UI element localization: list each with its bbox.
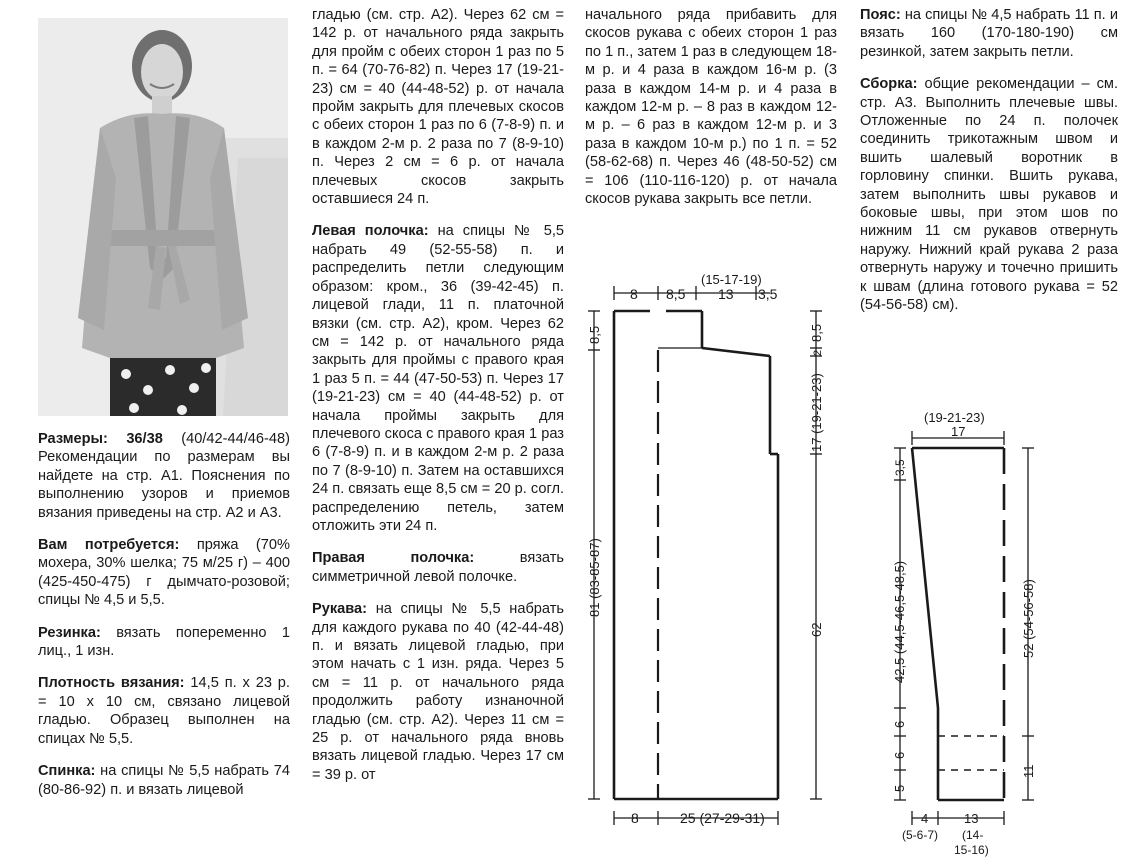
column-3 [585, 6, 837, 208]
back-text: на спицы № 5,5 набрать 74 (80-86-92) п. и вязать лицевой [38, 763, 290, 798]
materials-title: Вам потребуется: [38, 537, 180, 554]
sleeve-bottom-13-sizes-b: 15-16) [954, 843, 989, 857]
right-front-text: вязать симметричной левой полочке. [312, 550, 564, 585]
gauge-title: Плотность вязания: [38, 675, 185, 692]
column-1 [38, 430, 290, 799]
sleeve-left-5: 5 [892, 784, 907, 792]
dim-right-62: 62 [809, 622, 824, 637]
sleeve-right-52: 52 (54-56-58) [1021, 579, 1036, 658]
belt-title: Пояс: [860, 7, 901, 23]
dim-left-8-5: 8,5 [587, 325, 602, 344]
sizes-title: Размеры: [38, 431, 108, 447]
assembly-paragraph [860, 75, 1118, 314]
model-photo [38, 18, 288, 416]
sleeve-top-17: 17 [951, 424, 966, 439]
sleeves-text: на спицы № 5,5 набрать для каждого рукава по 40 (42-44-48) п. и вязать лицевой гладью, при этом начать с 1 изн. ряда. Через 5 см = 11 р. от начального ряда продолжить работу изнаночной гладью (см. стр. А2). Через 11 см = 25 р. от начального ряда вновь вязать лицевой гладью. Через 17 см = 39 р. от [312, 601, 564, 783]
dim-top-8-5: 8,5 [666, 286, 686, 302]
dim-right-2: 2 [812, 349, 824, 356]
sleeves-title: Рукава: [312, 601, 368, 618]
sleeve-left-6: 6 [892, 720, 907, 728]
left-front-text: на спицы № 5,5 набрать 49 (52-55-58) п. и распределить петли следующим образом: кром., 36 (39-42-45) п. лицевой глади, 11 п. платочной вязки (см. стр. А2), кром. Через 62 см = 142 р. от начального ряда закрыть для проймы с правого края 1 раз 5 п. = 44 (47-50-53) п. Через 17 (19-21-23) см = 40 (44-48-52) р. от начала проймы закрыть для плечевого скоса с правого края 1 раз 6 (7-8-9) п. и в каждом 2-м р. 2 раза по 7 (8-9-10) п. Затем на оставшихся 24 п. связать еще 8,5 см = 20 р. согл. распределению петель, затем отложить эти 24 п. [312, 223, 565, 534]
assembly-title: Сборка: [860, 76, 918, 93]
belt-paragraph [860, 6, 1118, 61]
belt-text: на спицы № 4,5 набрать 11 п. и вязать 160 (170-180-190) см резинкой, затем закрыть петли. [860, 7, 1118, 60]
materials-paragraph [38, 536, 290, 610]
back-continued-paragraph: гладью (см. стр. А2). Через 62 см = 142 р. от начального ряда закрыть для пройм с обеих сторон 1 раз по 5 п. = 64 (70-76-82) п. Через 17 (19-21-23) см = 40 (44-48-52) р. от начала пройм закрыть для плечевых скосов с обеих сторон 1 раз по 6 (7-8-9) п. и в каждом 2-м р. 2 раза по 7 (8-9-10) п. Через 2 см = 6 р. от начала плечевых скосов закрыть оставшиеся 24 п. [312, 7, 564, 208]
column-2 [312, 6, 564, 784]
sizes-paragraph [38, 430, 290, 522]
left-front-paragraph [312, 222, 564, 535]
sleeve-pattern-diagram [874, 408, 1054, 864]
sleeve-left-6b: 6 [892, 751, 907, 759]
column-4 [860, 6, 1118, 315]
sleeve-bottom-4: 4 [921, 811, 929, 826]
gauge-text: 14,5 п. х 23 р. = 10 х 10 см, связано лицевой гладью. Образец выполнен на спицах № 5,5. [38, 675, 290, 747]
right-front-title: Правая полочка: [312, 550, 475, 567]
dim-right-8-5: 8,5 [809, 323, 824, 342]
dim-top-3-5: 3,5 [758, 286, 778, 302]
sleeve-bottom-13: 13 [964, 811, 979, 826]
dim-top-13-sizes: (15-17-19) [701, 272, 762, 287]
dim-bottom-25: 25 (27-29-31) [680, 810, 765, 826]
back-paragraph [38, 762, 290, 799]
dim-right-17: 17 (19-21-23) [809, 373, 824, 452]
sleeve-bottom-13-sizes-a: (14- [962, 828, 984, 842]
sleeve-right-11: 11 [1021, 764, 1036, 778]
sizes-main: 36/38 [126, 431, 163, 447]
left-front-title: Левая полочка: [312, 223, 429, 240]
body-pattern-diagram [580, 262, 840, 832]
dim-top-8: 8 [630, 286, 638, 302]
sleeve-left-42-5: 42,5 (44,5-46,5-48,5) [892, 560, 907, 683]
sleeve-bottom-4-sizes: (5-6-7) [902, 828, 939, 842]
rib-title: Резинка: [38, 624, 101, 641]
model-illustration [38, 18, 288, 416]
dim-top-13: 13 [718, 286, 734, 302]
sleeves-continued-paragraph: начального ряда прибавить для скосов рукава с обеих сторон 1 раз по 1 п., затем 1 раз в следующем 18-м р. и 4 раза в каждом 16-м р. (3 раза в каждом 14-м р. и 4 раза в каждом 12-м р. – 8 раз в каждом 12-м р. – 6 раз в каждом 12-м р. и 3 раза в каждом 10-м р.) по 1 п. = 52 (58-62-68) п. Через 46 (48-50-52) см = 106 (110-116-120) р. от начала скосов рукава закрыть все петли. [585, 7, 837, 208]
dim-left-81: 81 (83-85-87) [587, 538, 602, 617]
dim-bottom-8: 8 [631, 810, 639, 826]
sizes-text: (40/42-44/46-48) Рекомендации по размерам вы найдете на стр. А1. Пояснения по выполнению узоров и приемов вязания приведены на стр. А2 и А3. [38, 431, 290, 521]
gauge-paragraph [38, 674, 290, 748]
back-title: Спинка: [38, 763, 96, 780]
sleeve-left-3-5: 3,5 [893, 459, 907, 476]
sleeve-top-sizes: (19-21-23) [924, 410, 985, 425]
right-front-paragraph [312, 549, 564, 586]
materials-text: пряжа (70% мохера, 30% шелка; 75 м/25 г) – 400 (425-450-475) г дымчато-розовой; спицы № 4,5 и 5,5. [38, 537, 290, 609]
rib-text: вязать попеременно 1 лиц., 1 изн. [38, 624, 290, 660]
sleeves-paragraph [312, 600, 564, 784]
rib-paragraph [38, 624, 290, 661]
assembly-text: общие рекомендации – см. стр. А3. Выполнить плечевые швы. Отложенные по 24 п. полочек соединить трикотажным швом и вшить шалевый воротник в горловину спинки. Вшить рукава, затем выполнить швы рукавов и боковые швы, при этом шов по нижним 11 см рукавов отвернуть наружу. Нижний край рукава 2 раза отвернуть наружу и точечно пришить к швам (длина готового рукава = 52 (54-56-58) см). [860, 76, 1118, 314]
